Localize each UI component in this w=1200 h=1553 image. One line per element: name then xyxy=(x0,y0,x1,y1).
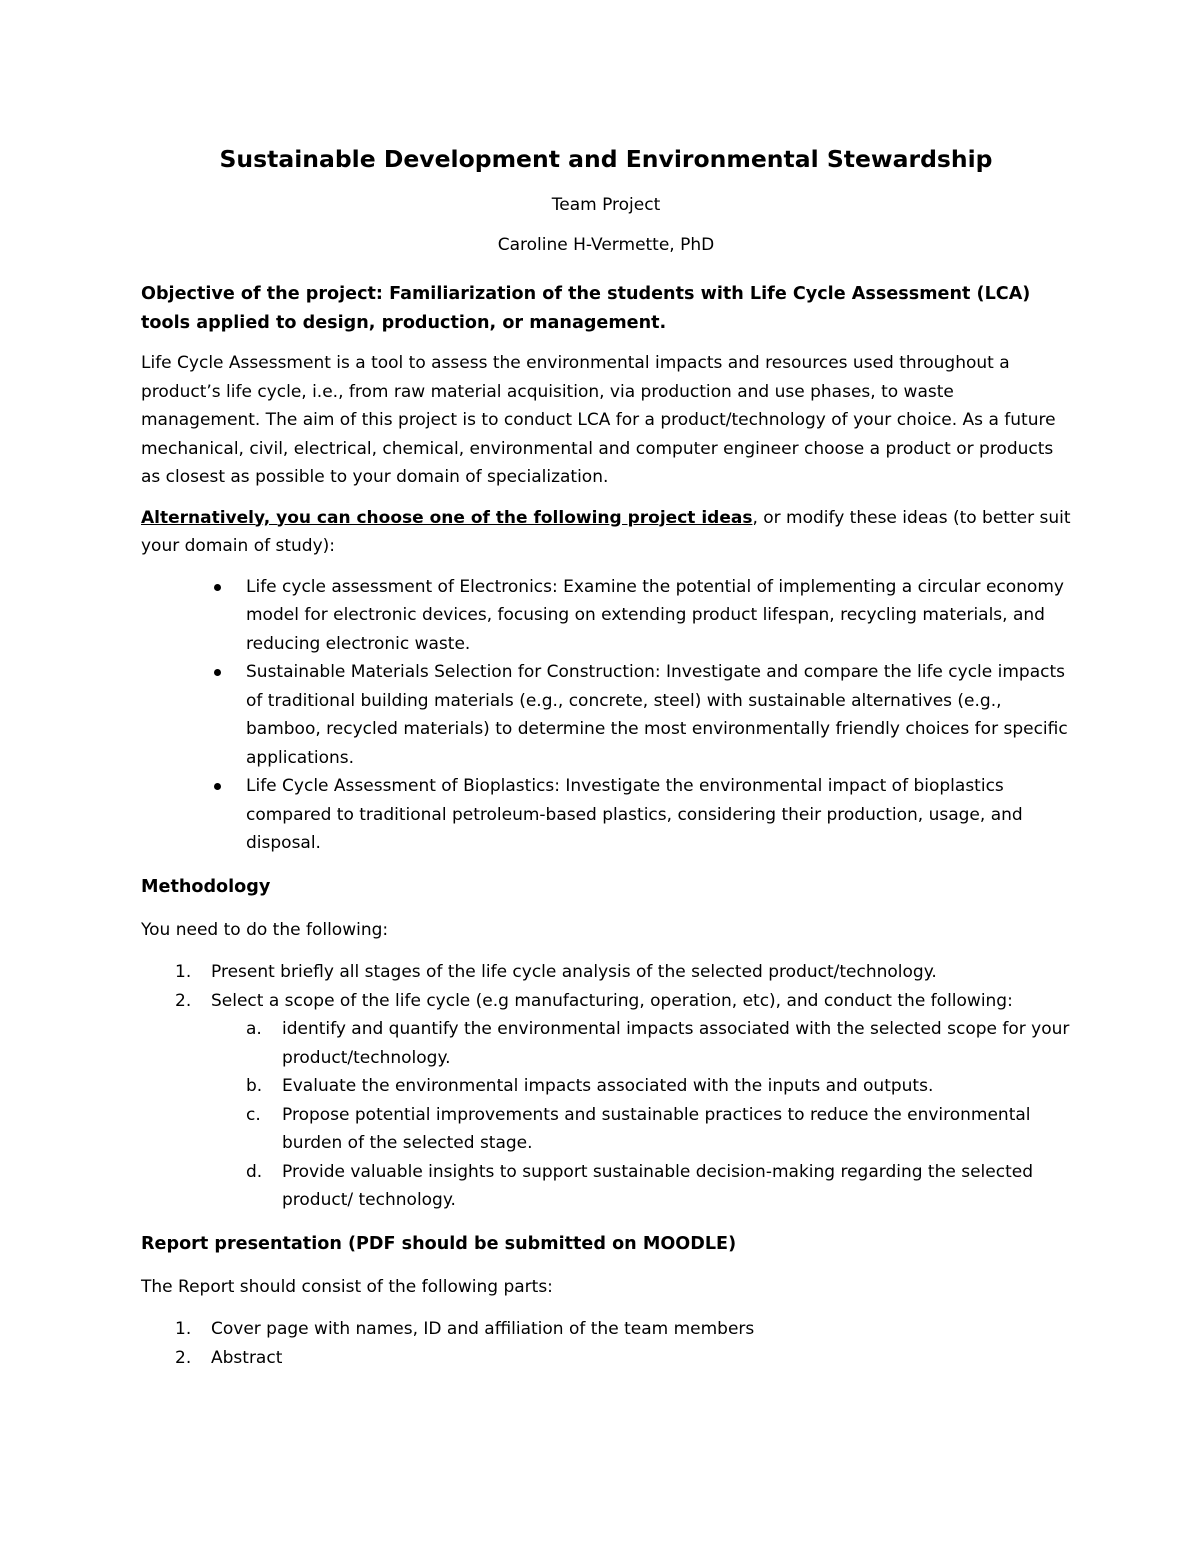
document-author: Caroline H-Vermette, PhD xyxy=(497,235,715,255)
list-item xyxy=(141,958,1071,987)
alternative-rest: , or modify these ideas (to better suit your domain of study): xyxy=(141,507,1071,556)
idea-text: Life cycle assessment of Electronics: Examine the potential of implementing a circular economy model for electronic devices, focusing on extending product lifespan, recycling materials, and reducing electronic waste. xyxy=(246,576,1064,654)
list-item xyxy=(141,1344,1071,1373)
list-item xyxy=(141,1315,1071,1344)
objective-statement: Objective of the project: Familiarization of the students with Life Cycle Assessment (LCA) tools applied to design, production, or management. xyxy=(141,284,1031,333)
bullet-icon xyxy=(214,669,221,676)
document-body xyxy=(141,138,1071,1372)
list-item xyxy=(141,1158,1071,1215)
methodology-steps xyxy=(141,958,1071,1215)
list-item xyxy=(141,1015,1071,1072)
list-item xyxy=(141,573,1071,659)
substep-letter: a. xyxy=(246,1019,262,1039)
methodology-substeps xyxy=(211,1015,1071,1215)
project-ideas-list xyxy=(141,573,1071,858)
substep-text: Evaluate the environmental impacts associated with the inputs and outputs. xyxy=(282,1076,934,1096)
methodology-heading: Methodology xyxy=(141,876,271,897)
substep-text: Propose potential improvements and sustainable practices to reduce the environmental burden of the selected stage. xyxy=(282,1104,1031,1153)
substep-text: Provide valuable insights to support sustainable decision-making regarding the selected product/ technology. xyxy=(282,1161,1033,1210)
idea-text: Life Cycle Assessment of Bioplastics: Investigate the environmental impact of bioplastics compared to traditional petroleum-based plastics, considering their production, usage, and disposal. xyxy=(246,776,1023,853)
substep-letter: b. xyxy=(246,1076,263,1096)
report-lead: The Report should consist of the following parts: xyxy=(141,1276,553,1297)
substep-letter: d. xyxy=(246,1161,263,1182)
report-heading: Report presentation (PDF should be submitted on MOODLE) xyxy=(141,1233,737,1254)
part-text: Abstract xyxy=(211,1347,283,1368)
idea-text: Sustainable Materials Selection for Construction: Investigate and compare the life cycle impacts of traditional building materials (e.g., concrete, steel) with sustainable alternatives (e.g., bamboo, recycled materials) to determine the most environmentally friendly choices for specific applications. xyxy=(246,662,1068,768)
bullet-icon xyxy=(214,584,221,591)
step-text: Present briefly all stages of the life cycle analysis of the selected product/technology. xyxy=(211,962,937,982)
substep-text: identify and quantify the environmental impacts associated with the selected scope for your product/technology. xyxy=(282,1019,1070,1068)
bullet-icon xyxy=(214,783,221,790)
document-subtitle: Team Project xyxy=(551,195,661,215)
intro-paragraph: Life Cycle Assessment is a tool to assess the environmental impacts and resources used throughout a product’s life cycle, i.e., from raw material acquisition, via production and use phases, to waste management. The aim of this project is to conduct LCA for a product/technology of your choice. As a future mechanical, civil, electrical, chemical, environmental and computer engineer choose a product or products as closest as possible to your domain of specialization. xyxy=(141,353,1056,487)
list-item xyxy=(141,1101,1071,1158)
alternative-paragraph xyxy=(141,504,1071,561)
list-item xyxy=(141,658,1071,772)
document-title: Sustainable Development and Environmental Stewardship xyxy=(219,145,993,173)
part-number: 2. xyxy=(175,1347,192,1368)
alternative-lead: Alternatively, you can choose one of the following project ideas xyxy=(141,507,753,528)
part-number: 1. xyxy=(175,1319,192,1339)
list-item xyxy=(141,1072,1071,1101)
step-number: 2. xyxy=(175,990,192,1011)
list-item xyxy=(141,772,1071,858)
methodology-lead: You need to do the following: xyxy=(141,919,389,940)
step-text: Select a scope of the life cycle (e.g manufacturing, operation, etc), and conduct the following: xyxy=(211,990,1013,1011)
step-number: 1. xyxy=(175,962,192,982)
substep-letter: c. xyxy=(246,1104,261,1125)
part-text: Cover page with names, ID and affiliation of the team members xyxy=(211,1319,755,1339)
list-item xyxy=(141,987,1071,1215)
report-parts-list xyxy=(141,1315,1071,1372)
